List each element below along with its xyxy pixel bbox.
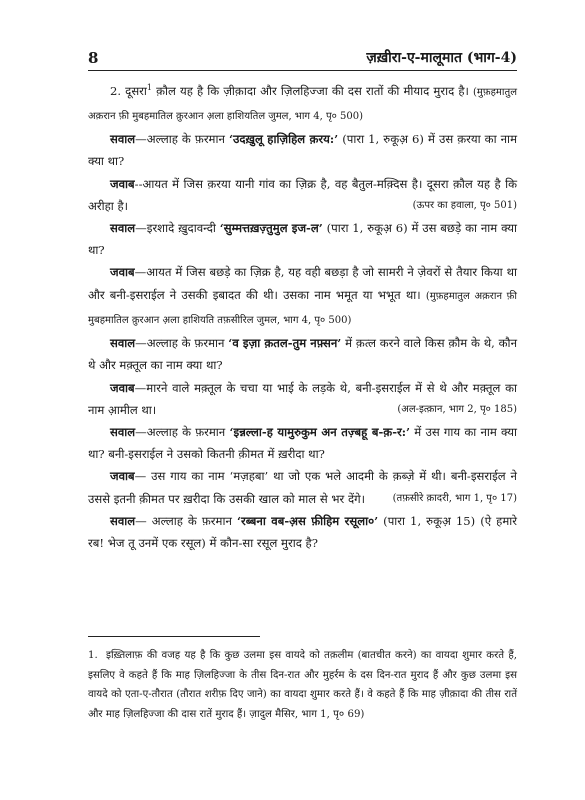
reference: (ऊपर का हवाला, पृ० 501) (412, 199, 517, 211)
running-title: ज़ख़ीरा-ए-मालूमात (भाग-4) (366, 50, 517, 66)
question: सवाल— अल्लाह के फ़रमान ‘रब्बना वब-अ़स फ़ीहिम रसूला०’ (पारा 1, रुकूअ़ 15) (ऐ हमारे रब! भेज तू उनमें एक रसूल) में कौन-सा रसूल मुराद है? (88, 513, 517, 550)
reference: (अल-इत्क़ान, भाग 2, पृ० 185) (397, 403, 517, 415)
footnote-divider (88, 636, 260, 637)
footnote-number: 1. (88, 650, 98, 661)
question: सवाल—इरशादे ख़ुदावन्दी ‘सुम्मत्तख़ज़्तुमुल इज-ल’ (पारा 1, रुकूअ़ 6) में उस बछड़े का नाम क्या था? (88, 221, 517, 258)
reference: (मुफ़हमातुल अक़रान फ़ी मुबहमातिल क़ुरआन अ़ला हाशियतिल जुमल, भाग 4, पृ० 500) (88, 86, 517, 123)
answer: जवाब— उस गाय का नाम ‘मज़हबा’ था जो एक भले आदमी के क़ब्ज़े में थी। बनी-इसराईल ने उससे इतनी क़ीमत पर ख़रीदा कि उसकी खाल को माल से भर देंगे। (तफ़सीरे क़ादरी, भाग 1, पृ० 17) (88, 465, 517, 509)
question: सवाल—अल्लाह के फ़रमान ‘उदख़ुलू हाज़िहिल क़रय:’ (पारा 1, रुकूअ़ 6) में उस क़रया का नाम क्या था? (88, 132, 517, 169)
answer: जवाब—आयत में जिस बछड़े का ज़िक्र है, यह वही बछड़ा है जो सामरी ने ज़ेवरों से तैयार किया था और बनी-इसराईल ने उसकी इबादत की थी। उसका नाम भमूत या भभूत था। (मुफ़हमातुल अक़रान फ़ी मुबहमातिल क़ुरआन अ़ला हाशियति तफ़सीरिल जुमल, भाग 4, पृ० 500) (88, 265, 517, 326)
question: सवाल—अल्लाह के फ़रमान ‘व इज़ा क़तल-तुम नफ़्सन’ में क़त्ल करने वाले किस क़ौम के थे, कौन थे और मक़्तूल का नाम क्या था? (88, 336, 517, 373)
reference: (तफ़सीरे क़ादरी, भाग 1, पृ० 17) (392, 492, 517, 504)
answer: जवाब—मारने वाले मक़्तूल के चचा या भाई के लड़के थे, बनी-इसराईल में से थे और मक़्तूल का नाम आ़मील था। (अल-इत्क़ान, भाग 2, पृ० 185) (88, 377, 517, 421)
footnote (88, 646, 517, 724)
page-header (88, 48, 517, 71)
paragraph: 2. दूसरा$^1$ क़ौल यह है कि ज़ीक़ादा और ज़िलहिज्जा की दस रातों की मीयाद मुराद है। (मुफ़हमातुल अक़रान फ़ी मुबहमातिल क़ुरआन अ़ला हाशियतिल जुमल, भाग 4, पृ० 500) (88, 83, 517, 123)
body-text (88, 77, 517, 554)
answer: जवाब--आयत में जिस क़रया यानी गांव का ज़िक्र है, वह बैतुल-मक़्दिस है। दूसरा क़ौल यह है कि अरीहा है। (ऊपर का हवाला, पृ० 501) (88, 173, 517, 217)
question: सवाल—अल्लाह के फ़रमान ‘इन्नल्ला-ह यामुरुकुम अन तज़्बहू ब-क़-र:’ में उस गाय का नाम क्या था? बनी-इसराईल ने उसको कितनी क़ीमत में ख़रीदा था? (88, 424, 517, 462)
footnote-text: इख़्तिलाफ़ की वजह यह है कि कुछ उलमा इस वायदे को तक़लीम (बातचीत करने) का वायदा शुमार करते हैं, इसलिए वे कहते हैं कि माह ज़िलहिज्जा के तीस दिन-रात और मुहर्रम के दस दिन-रात मुराद हैं और कुछ उलमा इस वायदे को एता-ए-तौरात (तौरात शरीफ़ दिए जाने) का वायदा शुमार करते हैं। वे कहते हैं कि माह ज़ीक़ादा की तीस रातें और माह ज़िलहिज्जा की दास रातें मुराद हैं। ज़ादुल मैसिर, भाग 1, पृ० 69) (88, 650, 517, 720)
page-number: 8 (88, 49, 99, 67)
reference: (मुफ़हमातुल अक़रान फ़ी मुबहमातिल क़ुरआन अ़ला हाशियति तफ़सीरिल जुमल, भाग 4, पृ० 500) (88, 290, 517, 326)
